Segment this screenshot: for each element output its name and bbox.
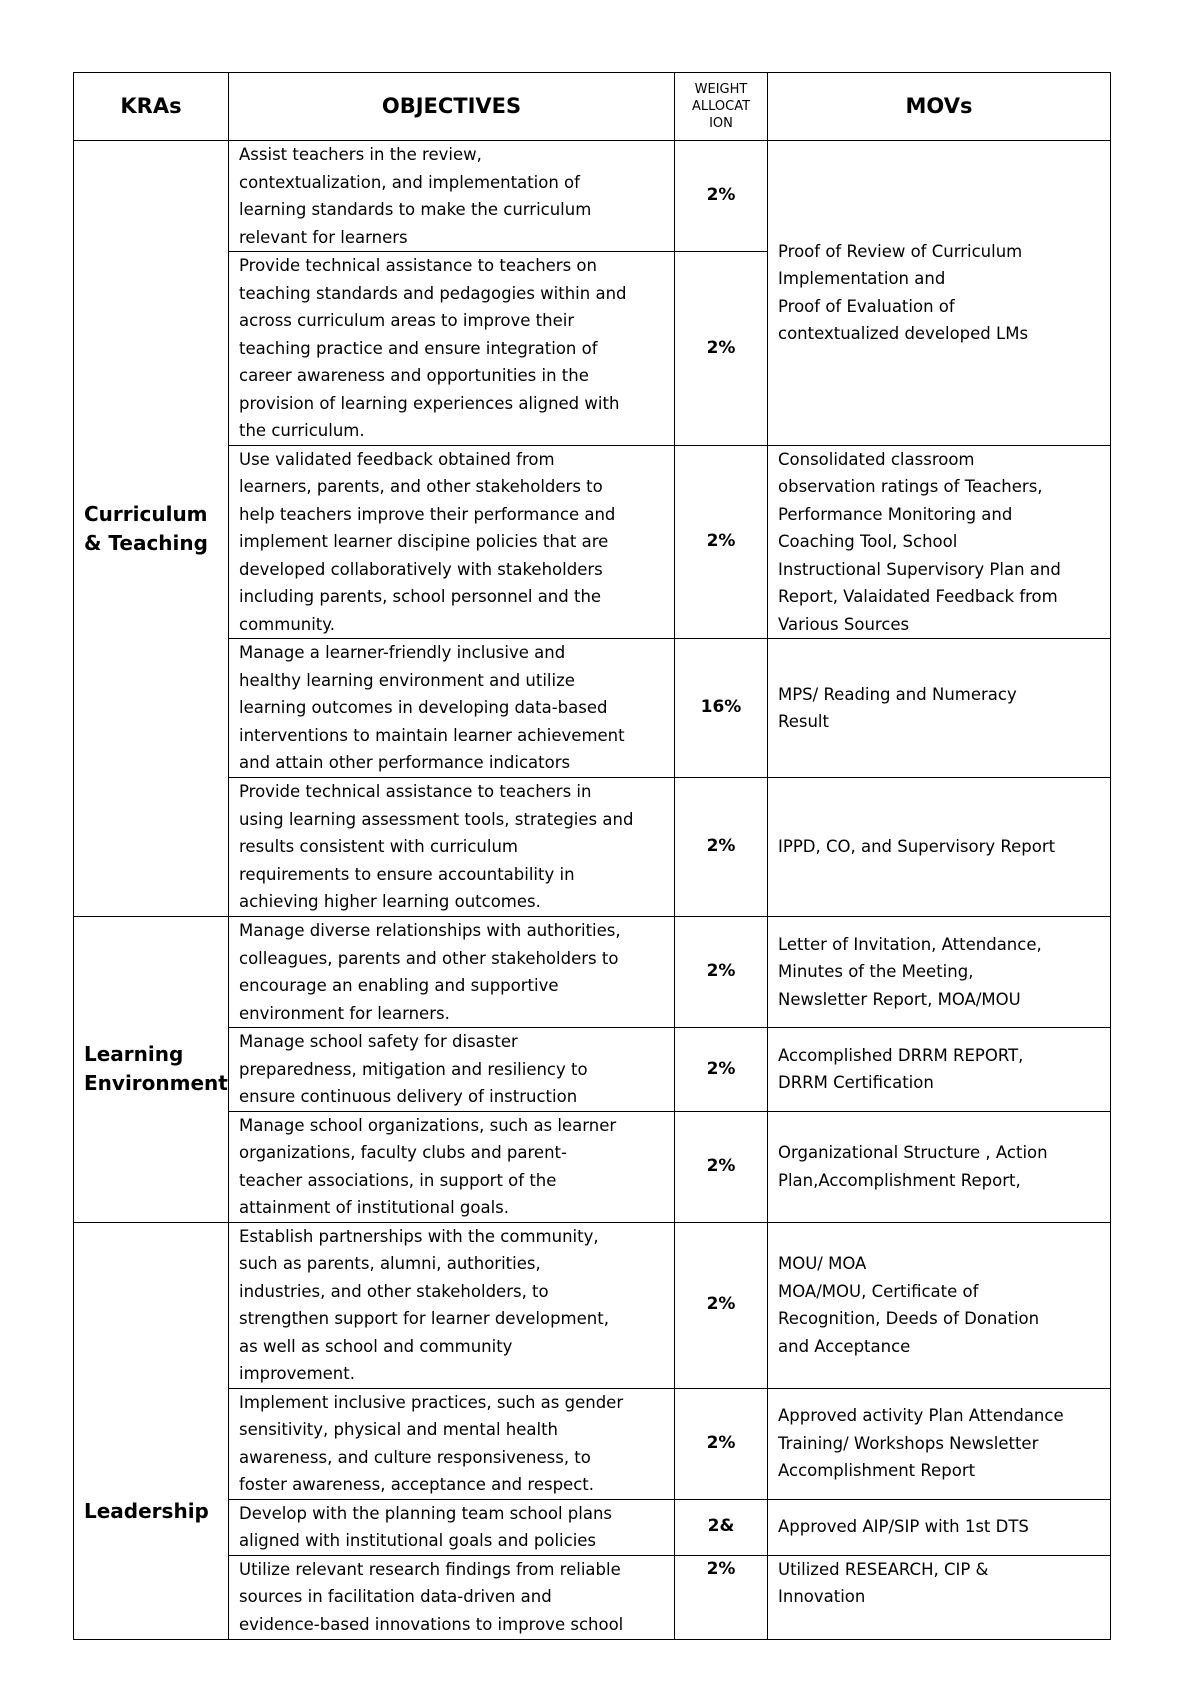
text-line: MOA/MOU, Certificate of: [778, 1281, 979, 1301]
text-line: Letter of Invitation, Attendance,: [778, 934, 1042, 954]
kra-label-line: & Teaching: [84, 530, 208, 555]
text-line: attainment of institutional goals.: [239, 1198, 510, 1217]
text-line: Proof of Evaluation of: [778, 296, 955, 316]
mov-cell: [768, 445, 1111, 639]
text-line: learners, parents, and other stakeholders to: [239, 477, 603, 496]
weight-cell: 2%: [675, 445, 768, 639]
text-line: Minutes of the Meeting,: [778, 962, 974, 982]
text-line: as well as school and community: [239, 1336, 513, 1356]
text-line: implement learner discipine policies that are: [239, 532, 609, 551]
text-line: environment for learners.: [239, 1003, 450, 1023]
text-line: Provide technical assistance to teachers in: [239, 782, 592, 802]
table-row: [74, 141, 1111, 252]
text-line: the curriculum.: [239, 421, 365, 440]
objective-cell: [229, 1388, 675, 1499]
mov-cell: [768, 1028, 1111, 1112]
table-row: [74, 917, 1111, 1028]
text-line: Coaching Tool, School: [778, 532, 958, 551]
text-line: Assist teachers in the review,: [239, 145, 482, 164]
weight-cell: 2%: [675, 1388, 768, 1499]
table-row: [74, 1499, 1111, 1555]
text-line: healthy learning environment and utilize: [239, 670, 575, 690]
weight-cell: 2%: [675, 141, 768, 252]
text-line: Innovation: [778, 1587, 866, 1606]
kra-curriculum-teaching: [74, 141, 229, 917]
text-line: organizations, faculty clubs and parent-: [239, 1143, 567, 1162]
weight-cell: 2&: [675, 1499, 768, 1555]
text-line: using learning assessment tools, strategies and: [239, 809, 634, 829]
objective-cell: [229, 917, 675, 1028]
text-line: Instructional Supervisory Plan and: [778, 559, 1061, 579]
text-line: Manage school organizations, such as learner: [239, 1115, 617, 1135]
text-line: Various Sources: [778, 614, 910, 634]
header-weight-line: WEIGHT: [694, 82, 748, 97]
objective-cell: [229, 1555, 675, 1639]
text-line: Proof of Review of Curriculum: [778, 241, 1023, 261]
text-line: Manage school safety for disaster: [239, 1032, 518, 1051]
text-line: contextualized developed LMs: [778, 324, 1029, 344]
weight-cell: 2%: [675, 1555, 768, 1639]
objective-cell: [229, 1222, 675, 1388]
objective-cell: [229, 1111, 675, 1222]
weight-cell: 16%: [675, 639, 768, 778]
mov-cell: [768, 1499, 1111, 1555]
kra-label-line: Learning: [84, 1042, 184, 1067]
text-line: and attain other performance indicators: [239, 753, 571, 773]
text-line: such as parents, alumni, authorities,: [239, 1254, 541, 1273]
text-line: teaching standards and pedagogies within and: [239, 283, 627, 303]
text-line: improvement.: [239, 1364, 355, 1383]
table-row: [74, 778, 1111, 917]
mov-cell: [768, 1388, 1111, 1499]
text-line: provision of learning experiences aligned with: [239, 393, 620, 413]
text-line: Implementation and: [778, 269, 946, 289]
text-line: results consistent with curriculum: [239, 837, 519, 857]
kra-leadership-cell: [74, 1222, 229, 1639]
text-line: IPPD, CO, and Supervisory Report: [778, 837, 1056, 857]
weight-cell: 2%: [675, 1111, 768, 1222]
text-line: Accomplishment Report: [778, 1461, 976, 1481]
text-line: learning outcomes in developing data-based: [239, 698, 608, 718]
text-line: and Acceptance: [778, 1336, 911, 1356]
text-line: strengthen support for learner development,: [239, 1309, 609, 1328]
header-objectives: OBJECTIVES: [229, 73, 675, 141]
text-line: Report, Valaidated Feedback from: [778, 587, 1058, 606]
objective-cell: [229, 778, 675, 917]
text-line: community.: [239, 614, 335, 634]
text-line: foster awareness, acceptance and respect.: [239, 1475, 594, 1494]
text-line: developed collaboratively with stakeholders: [239, 559, 603, 579]
text-line: awareness, and culture responsiveness, to: [239, 1447, 591, 1467]
mov-cell: [768, 778, 1111, 917]
text-line: Establish partnerships with the community,: [239, 1226, 599, 1246]
mov-cell: [768, 1222, 1111, 1388]
weight-cell: 2%: [675, 1222, 768, 1388]
text-line: Utilized RESEARCH, CIP &: [778, 1559, 989, 1579]
text-line: relevant for learners: [239, 227, 408, 247]
mov-cell: [768, 1555, 1111, 1639]
header-kras: KRAs: [74, 73, 229, 141]
text-line: Approved activity Plan Attendance: [778, 1406, 1064, 1426]
text-line: Organizational Structure , Action: [778, 1143, 1048, 1162]
text-line: colleagues, parents and other stakeholders to: [239, 948, 619, 968]
text-line: Approved AIP/SIP with 1st DTS: [778, 1517, 1029, 1537]
objective-cell: [229, 445, 675, 639]
text-line: sensitivity, physical and mental health: [239, 1420, 559, 1439]
mov-cell: [768, 639, 1111, 778]
kra-label-line: Curriculum: [84, 501, 208, 526]
table-row: [74, 1028, 1111, 1112]
mov-cell: [768, 917, 1111, 1028]
header-weight-line: ION: [709, 116, 733, 131]
text-line: Consolidated classroom: [778, 449, 975, 469]
text-line: career awareness and opportunities in the: [239, 366, 589, 385]
text-line: learning standards to make the curriculum: [239, 200, 592, 219]
text-line: Implement inclusive practices, such as gender: [239, 1392, 624, 1412]
text-line: Performance Monitoring and: [778, 504, 1013, 524]
text-line: teaching practice and ensure integration of: [239, 338, 598, 358]
table-row: [74, 445, 1111, 639]
text-line: Manage a learner-friendly inclusive and: [239, 643, 566, 663]
mov-cell-merged: [768, 141, 1111, 446]
text-line: Result: [778, 712, 829, 731]
text-line: across curriculum areas to improve their: [239, 311, 575, 330]
objective-cell: [229, 1499, 675, 1555]
text-line: Use validated feedback obtained from: [239, 449, 555, 469]
text-line: interventions to maintain learner achievement: [239, 725, 625, 745]
header-row: [74, 73, 1111, 141]
objective-cell: [229, 1028, 675, 1112]
text-line: Develop with the planning team school plans: [239, 1503, 613, 1523]
header-movs: MOVs: [768, 73, 1111, 141]
objective-cell: [229, 252, 675, 446]
text-line: encourage an enabling and supportive: [239, 976, 559, 995]
weight-cell: 2%: [675, 917, 768, 1028]
text-line: Newsletter Report, MOA/MOU: [778, 989, 1021, 1009]
objective-cell: [229, 639, 675, 778]
text-line: evidence-based innovations to improve school: [239, 1614, 624, 1634]
text-line: Training/ Workshops Newsletter: [778, 1433, 1039, 1453]
objective-cell: [229, 141, 675, 252]
text-line: Recognition, Deeds of Donation: [778, 1309, 1040, 1328]
text-line: Manage diverse relationships with authorities,: [239, 921, 621, 940]
table-row: [74, 1388, 1111, 1499]
text-line: sources in facilitation data-driven and: [239, 1587, 552, 1607]
text-line: MPS/ Reading and Numeracy: [778, 684, 1017, 704]
text-line: Accomplished DRRM REPORT,: [778, 1045, 1024, 1065]
text-line: Provide technical assistance to teachers on: [239, 256, 597, 275]
text-line: observation ratings of Teachers,: [778, 477, 1043, 496]
header-weight: [675, 73, 768, 141]
table-row: [74, 639, 1111, 778]
kra-label-line: Leadership: [84, 1498, 209, 1523]
kra-learning-environment: [74, 917, 229, 1223]
text-line: contextualization, and implementation of: [239, 172, 580, 192]
weight-cell: 2%: [675, 252, 768, 446]
weight-cell: 2%: [675, 1028, 768, 1112]
text-line: including parents, school personnel and the: [239, 587, 602, 606]
text-line: achieving higher learning outcomes.: [239, 892, 541, 912]
text-line: DRRM Certification: [778, 1073, 934, 1093]
table-row: [74, 1555, 1111, 1639]
text-line: ensure continuous delivery of instruction: [239, 1087, 578, 1106]
kra-table: [73, 72, 1111, 1640]
header-weight-line: ALLOCAT: [691, 99, 751, 114]
text-line: aligned with institutional goals and policies: [239, 1531, 597, 1550]
table-row: [74, 1222, 1111, 1388]
table-row: [74, 1111, 1111, 1222]
text-line: teacher associations, in support of the: [239, 1170, 557, 1190]
kra-label-line: Environment: [84, 1071, 228, 1096]
text-line: Utilize relevant research findings from reliable: [239, 1559, 621, 1579]
mov-cell: [768, 1111, 1111, 1222]
text-line: preparedness, mitigation and resiliency to: [239, 1059, 588, 1079]
text-line: help teachers improve their performance and: [239, 504, 616, 524]
text-line: MOU/ MOA: [778, 1254, 867, 1273]
kra-spacer: [84, 1223, 218, 1497]
text-line: requirements to ensure accountability in: [239, 864, 575, 884]
weight-cell: 2%: [675, 778, 768, 917]
text-line: industries, and other stakeholders, to: [239, 1281, 549, 1301]
text-line: Plan,Accomplishment Report,: [778, 1170, 1021, 1190]
